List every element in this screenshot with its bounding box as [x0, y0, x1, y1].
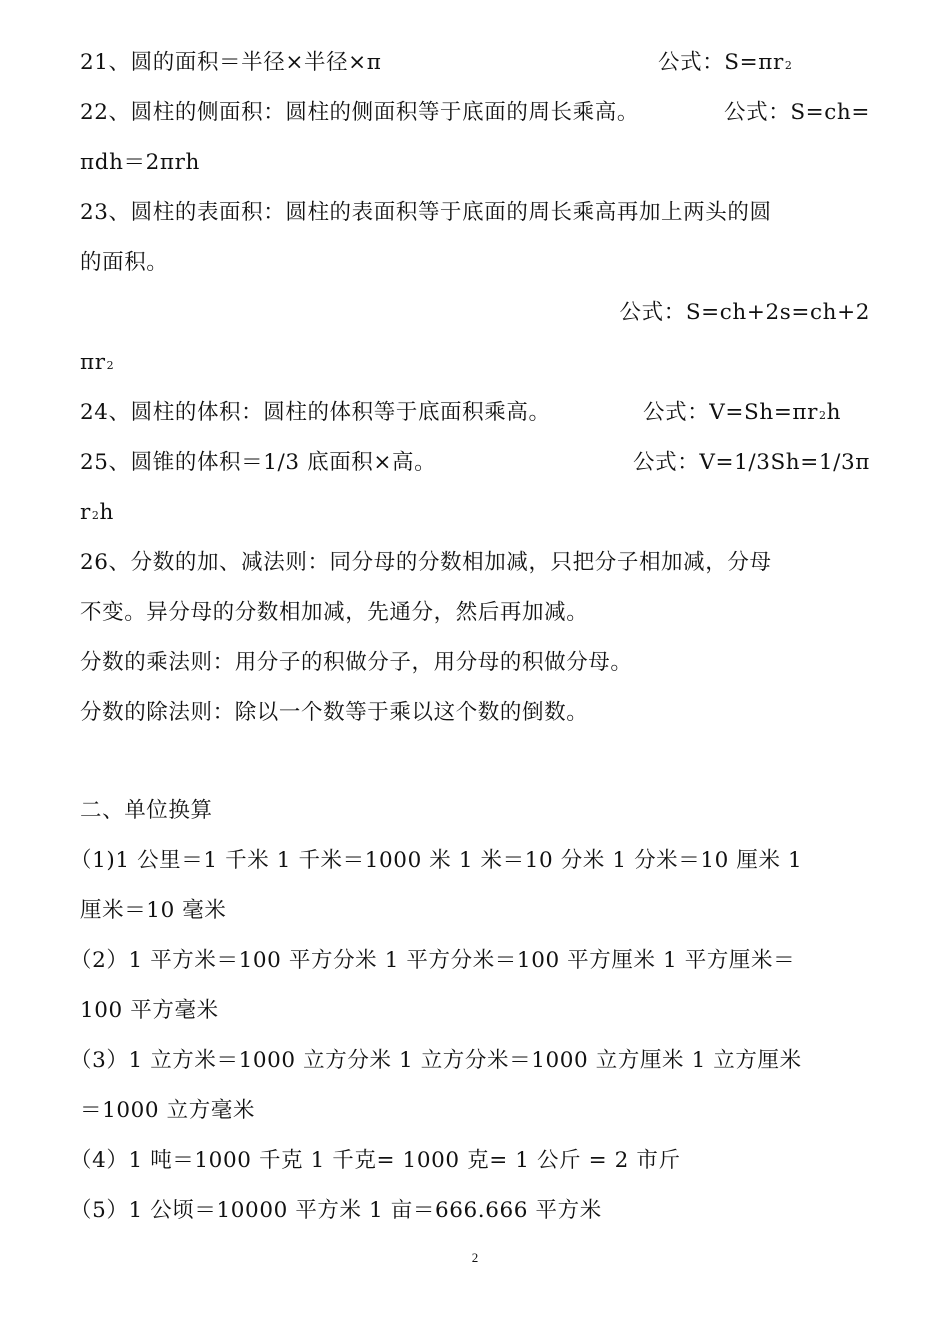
unit-length-continued: 厘米＝10 毫米 [80, 898, 227, 923]
formula-22-formula: 公式：S=ch= [724, 100, 870, 125]
formula-23-formula-tail: πr [80, 350, 106, 375]
rule-multiplication: 分数的乘法则：用分子的积做分子，用分母的积做分母。 [80, 650, 633, 675]
rule-26-continued: 不变。异分母的分数相加减，先通分，然后再加减。 [80, 600, 589, 625]
unit-area-continued: 100 平方毫米 [80, 998, 219, 1023]
superscript: 2 [91, 509, 100, 522]
formula-23-formula: 公式：S=ch+2s=ch+2 [619, 300, 870, 325]
formula-24-formula-text: 公式：V=Sh=πr [643, 400, 819, 425]
superscript: 2 [106, 359, 115, 372]
formula-23: 23、圆柱的表面积：圆柱的表面积等于底面的周长乘高再加上两头的圆 [80, 200, 772, 225]
formula-24-text: 24、圆柱的体积：圆柱的体积等于底面积乘高。 [80, 400, 551, 425]
formula-25 [80, 448, 870, 478]
formula-21-text: 21、圆的面积＝半径×半径×π [80, 50, 382, 75]
formula-24 [80, 398, 870, 428]
formula-21 [80, 48, 870, 78]
formula-25-text: 25、圆锥的体积＝1/3 底面积×高。 [80, 450, 437, 475]
unit-land-area: （5）1 公顷＝10000 平方米 1 亩＝666.666 平方米 [70, 1198, 602, 1223]
formula-25-h: h [99, 500, 114, 525]
formula-25-continued [80, 498, 870, 531]
unit-area: （2）1 平方米＝100 平方分米 1 平方分米＝100 平方厘米 1 平方厘米＝ [70, 948, 796, 973]
formula-22-text: 22、圆柱的侧面积：圆柱的侧面积等于底面的周长乘高。 [80, 100, 639, 125]
formula-25-formula: 公式：V=1/3Sh=1/3π [633, 450, 870, 475]
unit-mass: （4）1 吨＝1000 千克 1 千克= 1000 克= 1 公斤 = 2 市斤 [70, 1148, 681, 1173]
superscript: 2 [819, 409, 827, 422]
rule-division: 分数的除法则：除以一个数等于乘以这个数的倒数。 [80, 700, 589, 725]
formula-24-formula [643, 398, 841, 431]
formula-23-formula-continued [80, 348, 870, 381]
unit-length: （1)1 公里＝1 千米 1 千米＝1000 米 1 米＝10 分米 1 分米＝10 厘米 1 [70, 848, 803, 873]
superscript: 2 [784, 59, 793, 72]
section-heading-unit-conversion: 二、单位换算 [80, 798, 213, 823]
page-number: 2 [471, 1250, 479, 1265]
formula-24-formula-end: h [826, 400, 842, 425]
rule-26: 26、分数的加、减法则：同分母的分数相加减，只把分子相加减，分母 [80, 550, 772, 575]
formula-21-formula [658, 48, 792, 81]
unit-volume: （3）1 立方米＝1000 立方分米 1 立方分米＝1000 立方厘米 1 立方厘米 [70, 1048, 802, 1073]
formula-22-continued: πdh＝2πrh [80, 150, 200, 175]
formula-21-formula-text: 公式：S=πr [658, 50, 784, 75]
unit-volume-continued: ＝1000 立方毫米 [80, 1098, 256, 1123]
formula-25-r: r [80, 500, 91, 525]
formula-23-continued: 的面积。 [80, 250, 169, 275]
formula-22 [80, 98, 870, 128]
